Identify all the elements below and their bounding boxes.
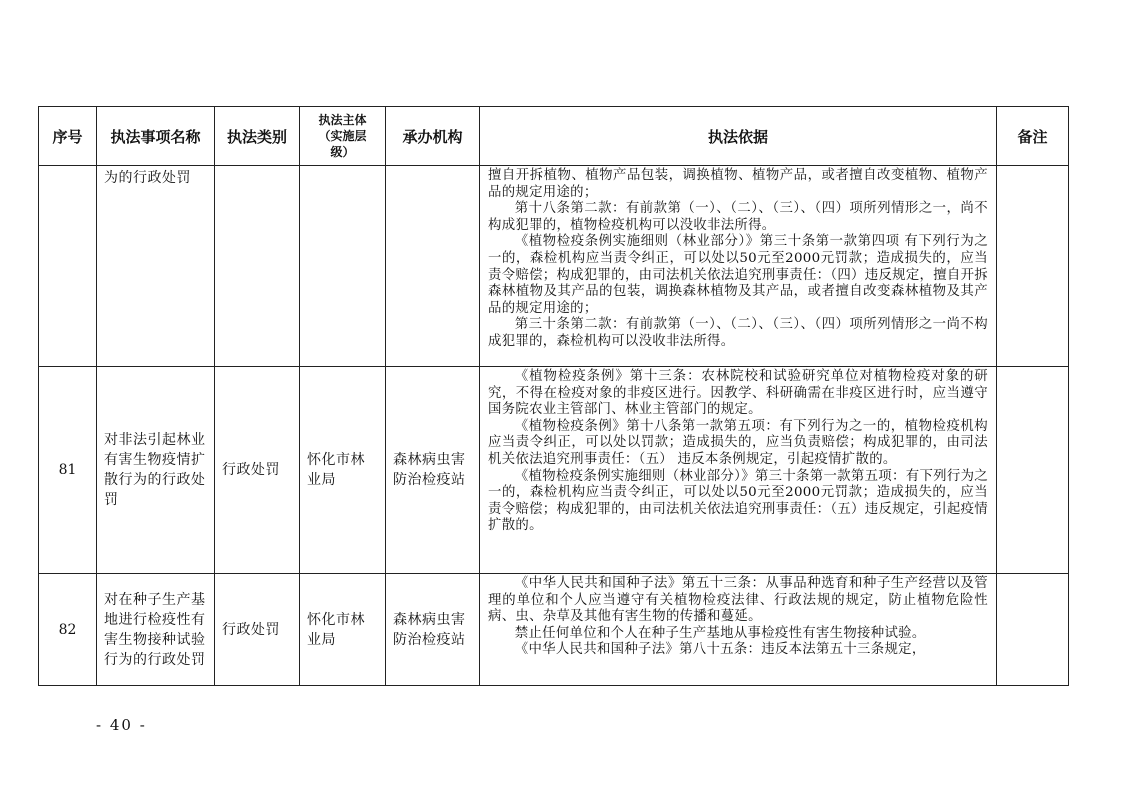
basis-paragraph: 《中华人民共和国种子法》第八十五条：违反本法第五十三条规定，	[514, 642, 926, 658]
row-org-cell	[386, 367, 480, 574]
row-org: 森林病虫害防治检疫站	[393, 452, 466, 488]
row-subject: 怀化市林业局	[307, 611, 365, 648]
page-number: - 40 -	[96, 716, 147, 734]
header-subject: 执法主体（实施层级）	[300, 107, 386, 166]
row-name-cell	[97, 166, 215, 367]
row-name-cell	[97, 574, 215, 686]
row-basis	[480, 166, 996, 353]
header-note: 备注	[997, 107, 1069, 166]
basis-paragraph: 擅自开拆植物、植物产品包装，调换植物、植物产品，或者擅自改变植物、植物产品的规定用途的；	[488, 168, 988, 200]
row-org-cell	[386, 574, 480, 686]
row-type-cell	[215, 574, 300, 686]
row-subject-cell	[300, 574, 386, 686]
row-no: 81	[39, 367, 97, 574]
row-note	[997, 574, 1069, 686]
header-name: 执法事项名称	[97, 107, 215, 166]
row-no: 82	[39, 574, 97, 686]
basis-paragraph: 第十八条第二款：有前款第（一）、（二）、（三）、（四）项所列情形之一，尚不构成犯罪的，植物检疫机构可以没收非法所得。	[488, 201, 988, 233]
row-type: 行政处罚	[222, 621, 280, 638]
header-org: 承办机构	[386, 107, 480, 166]
basis-paragraph: 《植物检疫条例实施细则（林业部分）》第三十条第一款第五项：有下列行为之一的，森检机构应当责令纠正，可以处以50元至2000元罚款；造成损失的，应当责令赔偿；构成犯罪的，由司法机关依法追究刑事责任：（五）违反规定，引起疫情扩散的。	[488, 468, 988, 534]
table-row	[39, 166, 1069, 367]
row-name: 对非法引起林业有害生物疫情扩散行为的行政处罚	[104, 432, 206, 508]
row-org	[386, 166, 480, 367]
table-header-row	[39, 107, 1069, 166]
row-basis-cell	[480, 166, 997, 367]
basis-paragraph: 《植物检疫条例实施细则（林业部分）》第三十条第一款第四项 有下列行为之一的，森检机构应当责令纠正，可以处以50元至2000元罚款；造成损失的，应当责令赔偿；构成犯罪的，由司法机关依法追究刑事责任：（四）违反规定，擅自开拆森林植物及其产品的包装，调换森林植物及其产品，或者擅自改变森林植物及其产品的规定用途的；	[488, 234, 988, 316]
basis-paragraph: 禁止任何单位和个人在种子生产基地从事检疫性有害生物接种试验。	[514, 625, 926, 641]
basis-paragraph: 《植物检疫条例》第十三条：农林院校和试验研究单位对植物检疫对象的研究，不得在检疫对象的非疫区进行。因教学、科研确需在非疫区进行时，应当遵守国务院农业主管部门、林业主管部门的规定。	[488, 369, 988, 418]
basis-paragraph: 《中华人民共和国种子法》第五十三条：从事品种选育和种子生产经营以及管理的单位和个人应当遵守有关植物检疫法律、行政法规的规定，防止植物危险性病、虫、杂草及其他有害生物的传播和蔓延。	[488, 576, 988, 625]
row-name-cell	[97, 367, 215, 574]
row-basis-cell	[480, 574, 997, 686]
row-name: 对在种子生产基地进行检疫性有害生物接种试验行为的行政处罚	[104, 591, 206, 668]
row-note	[997, 166, 1069, 367]
row-note	[997, 367, 1069, 574]
law-enforcement-table	[38, 106, 1069, 686]
header-type: 执法类别	[215, 107, 300, 166]
row-type-cell	[215, 367, 300, 574]
row-no	[39, 166, 97, 367]
row-subject: 怀化市林业局	[307, 452, 365, 488]
row-basis-cell	[480, 367, 997, 574]
row-name: 为的行政处罚	[104, 170, 191, 186]
basis-paragraph: 第三十条第二款：有前款第（一）、（二）、（三）、（四）项所列情形之一尚不构成犯罪的，森检机构可以没收非法所得。	[488, 317, 988, 349]
table-row	[39, 367, 1069, 574]
row-subject	[300, 166, 386, 367]
header-no: 序号	[39, 107, 97, 166]
header-basis: 执法依据	[480, 107, 997, 166]
row-subject-cell	[300, 367, 386, 574]
row-basis	[480, 574, 996, 661]
row-basis	[480, 367, 996, 537]
table-row	[39, 574, 1069, 686]
row-type	[215, 166, 300, 367]
row-org: 森林病虫害防治检疫站	[393, 611, 466, 648]
basis-paragraph: 《植物检疫条例》第十八条第一款第五项：有下列行为之一的，植物检疫机构应当责令纠正，可以处以罚款；造成损失的，应当负责赔偿；构成犯罪的，由司法机关依法追究刑事责任：（五） 违反本条例规定，引起疫情扩散的。	[488, 418, 988, 467]
row-type: 行政处罚	[222, 462, 280, 478]
